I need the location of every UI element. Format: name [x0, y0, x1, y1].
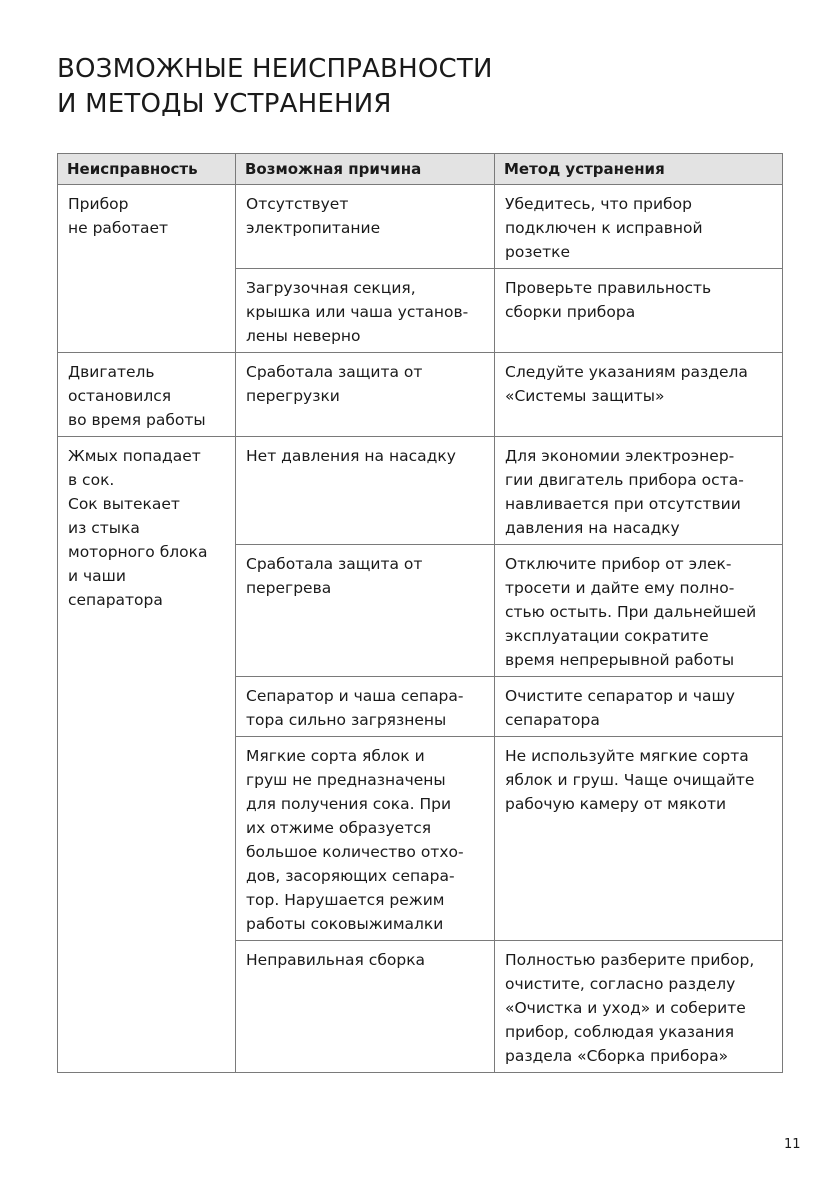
fix-text: Убедитесь, что прибор	[505, 195, 692, 213]
cause-cell	[236, 269, 495, 353]
cause-text: Мягкие сорта яблок и	[246, 747, 425, 765]
fault-text: моторного блока	[68, 543, 208, 561]
cause-text: работы соковыжималки	[246, 915, 444, 933]
cause-text: дов, засоряющих сепара-	[246, 867, 455, 885]
fix-text: прибор, соблюдая указания	[505, 1023, 735, 1041]
fix-text: эксплуатации сократите	[505, 627, 709, 645]
cause-cell	[236, 677, 495, 737]
cause-text: Отсутствует	[246, 195, 349, 213]
fault-text: не работает	[68, 219, 169, 237]
cause-text: Неправильная сборка	[246, 951, 426, 969]
cause-cell	[236, 737, 495, 941]
fault-text: из стыка	[68, 519, 140, 537]
fix-text: давления на насадку	[505, 519, 680, 537]
fault-text: и чаши	[68, 567, 126, 585]
table-row	[58, 353, 783, 437]
cause-text: крышка или чаша установ-	[246, 303, 469, 321]
fault-text: во время работы	[68, 411, 206, 429]
fault-cell	[58, 185, 236, 353]
fix-text: «Очистка и уход» и соберите	[505, 999, 746, 1017]
cause-text: их отжиме образуется	[246, 819, 432, 837]
fix-text: рабочую камеру от мякоти	[505, 795, 727, 813]
page-title	[57, 52, 757, 122]
fix-text: Не используйте мягкие сорта	[505, 747, 749, 765]
fix-text: Отключите прибор от элек-	[505, 555, 732, 573]
fix-text: розетке	[505, 243, 571, 261]
cause-text: электропитание	[246, 219, 381, 237]
cause-cell	[236, 437, 495, 545]
header-fault: Неисправность	[58, 154, 236, 185]
table-row	[58, 185, 783, 269]
fix-text: подключен к исправной	[505, 219, 703, 237]
troubleshooting-table	[57, 153, 783, 1073]
fix-text: тросети и дайте ему полно-	[505, 579, 735, 597]
cause-text: большое количество отхо-	[246, 843, 464, 861]
fix-text: Следуйте указаниям раздела	[505, 363, 748, 381]
cause-cell	[236, 941, 495, 1073]
page-number: 11	[784, 1137, 801, 1152]
fix-text: навливается при отсутствии	[505, 495, 741, 513]
fix-cell	[495, 737, 783, 941]
page-title-line-1: ВОЗМОЖНЫЕ НЕИСПРАВНОСТИ	[57, 54, 493, 84]
fix-cell	[495, 269, 783, 353]
cause-text: груш не предназначены	[246, 771, 446, 789]
cause-text: тора сильно загрязнены	[246, 711, 447, 729]
fault-cell	[58, 437, 236, 1073]
cause-text: для получения сока. При	[246, 795, 452, 813]
fix-cell	[495, 353, 783, 437]
fix-cell	[495, 677, 783, 737]
cause-text: тор. Нарушается режим	[246, 891, 445, 909]
fix-text: стью остыть. При дальнейшей	[505, 603, 757, 621]
cause-text: Нет давления на насадку	[246, 447, 456, 465]
cause-text: Загрузочная секция,	[246, 279, 416, 297]
fix-text: сборки прибора	[505, 303, 636, 321]
fix-text: Очистите сепаратор и чашу	[505, 687, 735, 705]
fix-text: яблок и груш. Чаще очищайте	[505, 771, 755, 789]
fault-text: Двигатель	[68, 363, 155, 381]
fault-text: сепаратора	[68, 591, 163, 609]
cause-text: перегрузки	[246, 387, 340, 405]
cause-text: лены неверно	[246, 327, 361, 345]
fault-text: в сок.	[68, 471, 115, 489]
cause-cell	[236, 353, 495, 437]
table-row	[58, 437, 783, 545]
fix-text: раздела «Сборка прибора»	[505, 1047, 729, 1065]
fault-text: Сок вытекает	[68, 495, 180, 513]
cause-text: Сработала защита от	[246, 363, 423, 381]
fault-text: Жмых попадает	[68, 447, 201, 465]
fix-cell	[495, 185, 783, 269]
header-fix: Метод устранения	[495, 154, 783, 185]
fix-text: «Системы защиты»	[505, 387, 665, 405]
fix-text: Полностью разберите прибор,	[505, 951, 755, 969]
fix-text: сепаратора	[505, 711, 600, 729]
fix-text: очистите, согласно разделу	[505, 975, 736, 993]
table-header-row	[58, 154, 783, 185]
cause-text: Сепаратор и чаша сепара-	[246, 687, 464, 705]
fault-cell	[58, 353, 236, 437]
fix-text: Для экономии электроэнер-	[505, 447, 735, 465]
fix-text: время непрерывной работы	[505, 651, 735, 669]
fix-text: Проверьте правильность	[505, 279, 712, 297]
fix-cell	[495, 545, 783, 677]
fix-cell	[495, 437, 783, 545]
cause-cell	[236, 185, 495, 269]
fault-text: Прибор	[68, 195, 129, 213]
fault-text: остановился	[68, 387, 172, 405]
cause-text: перегрева	[246, 579, 332, 597]
cause-text: Сработала защита от	[246, 555, 423, 573]
fix-text: гии двигатель прибора оста-	[505, 471, 744, 489]
cause-cell	[236, 545, 495, 677]
header-cause: Возможная причина	[236, 154, 495, 185]
fix-cell	[495, 941, 783, 1073]
page-title-line-2: И МЕТОДЫ УСТРАНЕНИЯ	[57, 89, 392, 119]
